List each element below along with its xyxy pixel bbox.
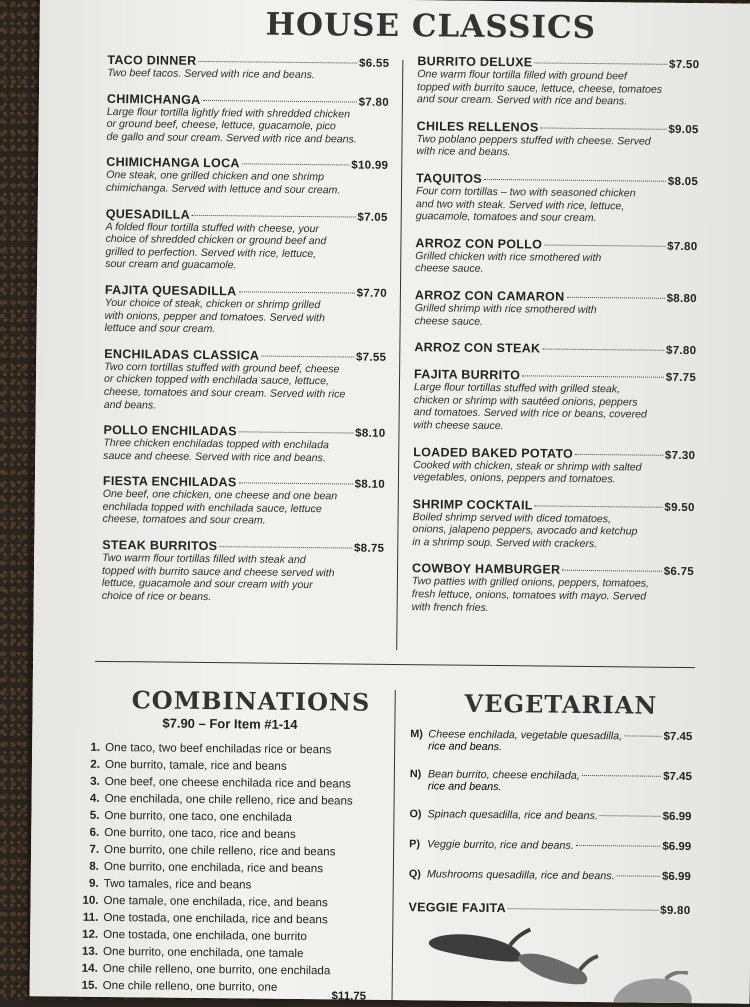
menu-item-name: CHIMICHANGA (106, 91, 201, 107)
menu-item-name: SHRIMP COCKTAIL (412, 496, 533, 513)
menu-item-name: FAJITA BURRITO (414, 367, 521, 383)
combo-text: One burrito, one enchilada, one tamale (102, 944, 304, 961)
vegetarian-text: Veggie burrito, rice and beans. (427, 838, 574, 852)
vegetarian-text: Cheese enchilada, vegetable quesadilla, (428, 728, 623, 743)
pepper-icon (610, 970, 700, 1003)
menu-item-name: QUESADILLA (105, 206, 191, 222)
description-line: Your choice of steak, chicken or shrimp grilled (104, 296, 321, 312)
combo-number: 11. (82, 910, 99, 924)
dot-leader (576, 845, 661, 847)
menu-item (416, 119, 698, 161)
menu-item-name: ARROZ CON STEAK (414, 340, 541, 356)
dot-leader (535, 505, 663, 507)
description-line: with rice and beans. (416, 145, 511, 159)
description-line: Two beef tacos. Served with rice and beans. (107, 66, 315, 82)
menu-item-description (413, 459, 695, 487)
menu-item-price: $7.80 (667, 240, 698, 253)
pepper-icon (516, 943, 600, 988)
menu-item-row (414, 340, 696, 357)
description-line: Three chicken enchiladas topped with enchilada (103, 437, 329, 452)
description-line: Large flour tortilla lightly fried with shredded chicken (106, 105, 351, 121)
menu-item-description (106, 106, 388, 147)
description-line: chimichanga. Served with lettuce and sour cream. (105, 181, 341, 197)
description-line: and sour cream. Served with rice and beans. (416, 93, 628, 108)
dot-leader (242, 164, 350, 166)
combo-text: One burrito, one enchilada, rice and beans (103, 859, 324, 876)
combo-text: One burrito, one taco, one enchilada (104, 808, 293, 824)
dot-leader (239, 431, 353, 433)
menu-item-price: $8.10 (354, 478, 385, 492)
menu-item-price: $6.55 (358, 57, 390, 70)
dot-leader (239, 483, 353, 485)
menu-item-description (106, 169, 388, 197)
menu-item-description (412, 576, 694, 617)
dot-leader (238, 291, 354, 293)
menu-item (415, 236, 697, 278)
description-line: guacamole, tomatoes and sour cream. (415, 210, 597, 225)
menu-item-description (107, 67, 389, 83)
description-line: chicken or shrimp with sautéed onions, peppers (413, 393, 638, 409)
menu-item-price: $8.75 (353, 542, 385, 555)
description-line: Two warm flour tortillas filled with steak and (102, 551, 306, 567)
dot-leader (575, 453, 663, 455)
menu-item-name: COWBOY HAMBURGER (411, 561, 561, 578)
combo-number: 10. (82, 893, 99, 907)
description-line: One warm flour tortilla filled with ground beef (417, 68, 627, 83)
menu-item-price: $10.99 (351, 159, 389, 173)
menu-item-name: FIESTA ENCHILADAS (102, 474, 237, 490)
combo-number: 13. (81, 944, 99, 958)
vegetarian-text: Mushrooms quesadilla, rice and beans. (426, 868, 615, 883)
menu-item (103, 423, 385, 465)
description-line: Large flour tortillas stuffed with grilled steak, (413, 381, 621, 396)
description-line: Grilled chicken with rice smothered with (415, 249, 602, 264)
description-line: in a shrimp soup. Served with crackers. (412, 536, 598, 550)
menu-item-price: $7.30 (664, 449, 696, 462)
description-line: onions, jalapeno peppers, avocado and ketchup (412, 523, 638, 538)
vegetarian-subtext: rice and beans. (427, 780, 502, 794)
vegetarian-code: O) (409, 808, 422, 821)
menu-item-price: $7.50 (668, 58, 700, 72)
description-line: topped with burrito sauce and cheese served with (101, 564, 335, 580)
combinations-list (72, 740, 395, 1003)
vegetarian-item-row (409, 808, 691, 823)
dot-leader (624, 735, 661, 736)
combo-text: One burrito, one taco, rice and beans (104, 825, 296, 841)
description-line: cheese sauce. (415, 262, 484, 276)
vegetarian-title: VEGETARIAN (464, 688, 658, 720)
vegetarian-item (410, 768, 692, 795)
vegetarian-code: P) (409, 838, 421, 851)
menu-item-description (104, 297, 386, 338)
dot-leader (484, 179, 666, 182)
description-line: and tomatoes. Served with rice or beans, covered (413, 406, 647, 421)
combo-number: 12. (82, 927, 99, 941)
dot-leader (562, 570, 661, 572)
vegetarian-text: Bean burrito, cheese enchilada, (427, 768, 580, 782)
menu-item-price: $8.10 (355, 427, 386, 440)
menu-item (413, 367, 696, 434)
menu-item (412, 562, 695, 617)
menu-item (417, 54, 700, 109)
menu-item-description (416, 185, 698, 226)
menu-item-description (412, 511, 694, 552)
menu-item-price: $6.75 (663, 566, 695, 579)
menu-item-description (413, 381, 696, 434)
left-menu-column (102, 53, 390, 617)
description-line: Two poblano peppers stuffed with cheese. Served (416, 132, 651, 148)
menu-item-price: $8.80 (666, 292, 697, 306)
menu-item (102, 474, 385, 529)
description-line: Two corn tortillas stuffed with ground beef, cheese (104, 360, 340, 376)
description-line: cheese, tomatoes and sour cream. (102, 513, 266, 528)
menu-item-name: ARROZ CON CAMARON (414, 288, 565, 304)
menu-item-price: $7.80 (358, 96, 389, 109)
description-line: sauce and cheese. Served with rice and beans. (103, 449, 326, 464)
combinations-subtitle: $7.90 – For Item #1-14 (162, 715, 298, 732)
combo-text: One beef, one cheese enchilada rice and beans (104, 774, 352, 791)
menu-item-price: $9.50 (664, 501, 695, 514)
dot-leader (600, 815, 661, 817)
description-line: topped with burrito sauce, lettuce, cheese, tomatoes (417, 80, 663, 96)
vegetarian-item-row (409, 868, 691, 883)
description-line: cheese, tomatoes and sour cream. Served with rice (103, 385, 346, 401)
vegetarian-price: $7.45 (663, 770, 692, 784)
description-line: de gallo and sour cream. Served with rice and beans. (106, 130, 357, 146)
description-line: choice of shredded chicken or ground beef and (105, 233, 327, 248)
combo-number: 14. (81, 961, 98, 975)
menu-item-description (415, 302, 697, 330)
combinations-title: COMBINATIONS (131, 685, 371, 717)
menu-item-name: LOADED BAKED POTATO (413, 444, 574, 461)
dot-leader (199, 61, 358, 64)
menu-item-description (104, 361, 387, 414)
veggie-fajita-name: VEGGIE FAJITA (408, 900, 507, 916)
dot-leader (508, 908, 658, 911)
description-line: with onions, pepper and tomatoes. Served with (104, 309, 325, 324)
vegetarian-price: $7.45 (663, 730, 693, 744)
menu-item-price: $8.05 (667, 175, 699, 189)
menu-item (412, 497, 695, 552)
description-line: One steak, one grilled chicken and one shrimp (106, 169, 325, 184)
dot-leader (544, 244, 665, 246)
description-line: fresh lettuce, onions, tomatoes with mayo. Served (411, 588, 647, 603)
right-menu-column (411, 54, 699, 629)
menu-item-price: $7.75 (665, 371, 697, 385)
veggie-fajita-price: $9.80 (660, 904, 691, 918)
vegetarian-subtext: rice and beans. (428, 740, 503, 754)
description-line: choice of rice or beans. (101, 589, 212, 603)
menu-item-description (415, 250, 697, 278)
combo-text: One enchilada, one chile relleno, rice and beans (104, 791, 353, 808)
house-classics-title: HOUSE CLASSICS (265, 6, 597, 47)
description-line: with french fries. (411, 600, 489, 614)
menu-item-price: $7.80 (665, 344, 697, 358)
combo-number: 15. (81, 978, 98, 992)
description-line: and two with steak. Served with rice, lettuce, (415, 197, 625, 212)
combo-number: 6. (89, 825, 100, 839)
menu-item-description (417, 68, 699, 109)
combo-number: 1. (90, 740, 101, 754)
combo-partial-price: $11.75 (331, 990, 367, 1003)
description-line: Cooked with chicken, steak or shrimp with salted (413, 458, 642, 474)
menu-item-name: FAJITA QUESADILLA (104, 282, 237, 299)
menu-item (416, 171, 699, 226)
combo-number: 3. (90, 774, 100, 788)
combo-text: One tostada, one enchilada, one burrito (103, 927, 307, 944)
description-line: enchilada topped with enchilada sauce, lettuce (102, 500, 322, 516)
description-line: grilled to perfection. Served with rice, lettuce, (105, 245, 317, 260)
combo-number: 7. (89, 842, 100, 856)
dot-leader (617, 875, 660, 876)
menu-item-price: $9.05 (668, 123, 699, 136)
vegetarian-item (409, 808, 691, 823)
menu-item (107, 53, 389, 83)
combo-number: 5. (89, 808, 100, 822)
dot-leader (582, 775, 661, 777)
menu-item-name: TACO DINNER (107, 52, 197, 68)
menu-item-description (102, 552, 385, 605)
combo-text: Two tamales, rice and beans (103, 876, 252, 892)
vegetarian-code: Q) (408, 868, 421, 881)
menu-page (30, 0, 750, 1004)
description-line: and beans. (103, 398, 157, 411)
dot-leader (203, 100, 357, 103)
menu-item (106, 155, 388, 197)
description-line: Two patties with grilled onions, peppers, tomatoes, (411, 575, 650, 591)
menu-item-name: POLLO ENCHILADAS (103, 423, 237, 439)
vegetarian-item (409, 838, 691, 853)
combo-number: 9. (88, 876, 99, 890)
menu-item-name: STEAK BURRITOS (102, 537, 218, 554)
vegetarian-price: $6.99 (662, 840, 692, 854)
menu-item (104, 283, 387, 338)
menu-item (105, 206, 388, 273)
menu-item (106, 92, 389, 147)
menu-item (414, 340, 696, 357)
menu-item-description (105, 220, 388, 273)
dot-leader (522, 375, 664, 377)
dot-leader (219, 546, 352, 548)
menu-item-name: CHILES RELLENOS (416, 118, 539, 135)
menu-item-description (102, 488, 384, 529)
menu-item-price: $7.70 (356, 287, 387, 300)
combo-text: One tamale, one enchilada, rice, and beans (103, 893, 328, 910)
veggie-fajita-row (408, 900, 690, 917)
menu-item-name: ENCHILADAS CLASSICA (104, 346, 260, 363)
vegetarian-item (410, 728, 692, 755)
description-line: with cheese sauce. (413, 419, 504, 433)
description-line: Grilled shrimp with rice smothered with (414, 302, 597, 317)
description-line: lettuce and sour cream. (104, 322, 216, 336)
description-line: or ground beef, cheese, lettuce, guacamole, pico (106, 118, 336, 133)
dot-leader (566, 297, 664, 299)
combo-text: One tostada, one enchilada, rice and beans (103, 910, 328, 927)
combo-text: One burrito, tamale, rice and beans (104, 757, 287, 773)
menu-item-name: ARROZ CON POLLO (415, 235, 543, 252)
vegetarian-item (409, 868, 691, 883)
menu-item-name: BURRITO DELUXE (417, 54, 533, 70)
combo-number: 4. (89, 791, 100, 805)
description-line: cheese sauce. (414, 314, 484, 328)
description-line: sour cream and guacamole. (105, 258, 237, 272)
description-line: Boiled shrimp served with diced tomatoes, (412, 510, 612, 525)
combo-text: One taco, two beef enchiladas rice or beans (105, 740, 332, 757)
dot-leader (192, 214, 355, 217)
vegetarian-item-row (409, 838, 691, 853)
description-line: or chicken topped with enchilada sauce, lettuce, (103, 373, 330, 388)
description-line: One beef, one chicken, one cheese and one bean (102, 488, 338, 503)
vegetarian-code: M) (410, 728, 423, 741)
menu-item-description (103, 437, 385, 465)
vegetarian-price: $6.99 (661, 870, 691, 884)
combo-text: One chile relleno, one burrito, one (102, 978, 278, 994)
menu-item-price: $7.55 (355, 351, 387, 364)
vegetarian-code: N) (409, 768, 422, 781)
menu-item-price: $7.05 (357, 211, 388, 224)
dot-leader (541, 127, 667, 129)
combo-number: 8. (89, 859, 99, 873)
description-line: lettuce, guacamole and sour cream with your (101, 577, 313, 592)
description-line: A folded flour tortilla stuffed with cheese, your (105, 220, 320, 235)
combo-number: 2. (90, 757, 101, 771)
menu-item (415, 288, 697, 330)
description-line: Four corn tortillas – two with seasoned chicken (415, 185, 636, 200)
vegetarian-price: $6.99 (662, 810, 692, 824)
combo-text: One burrito, one chile relleno, rice and beans (104, 842, 336, 859)
dot-leader (261, 355, 354, 357)
menu-item (413, 445, 695, 487)
menu-item (102, 538, 385, 605)
vegetarian-list (409, 728, 693, 901)
menu-item-description (416, 133, 698, 161)
vegetarian-text: Spinach quesadilla, rice and beans. (427, 808, 598, 823)
description-line: vegetables, onions, peppers and tomatoes. (412, 471, 616, 486)
combo-text: One chile relleno, one burrito, one enchilada (102, 961, 331, 978)
menu-item-name: CHIMICHANGA LOCA (106, 155, 240, 171)
menu-item (104, 347, 387, 414)
dot-leader (542, 349, 664, 351)
menu-item-name: TAQUITOS (416, 171, 483, 186)
dot-leader (534, 62, 667, 64)
